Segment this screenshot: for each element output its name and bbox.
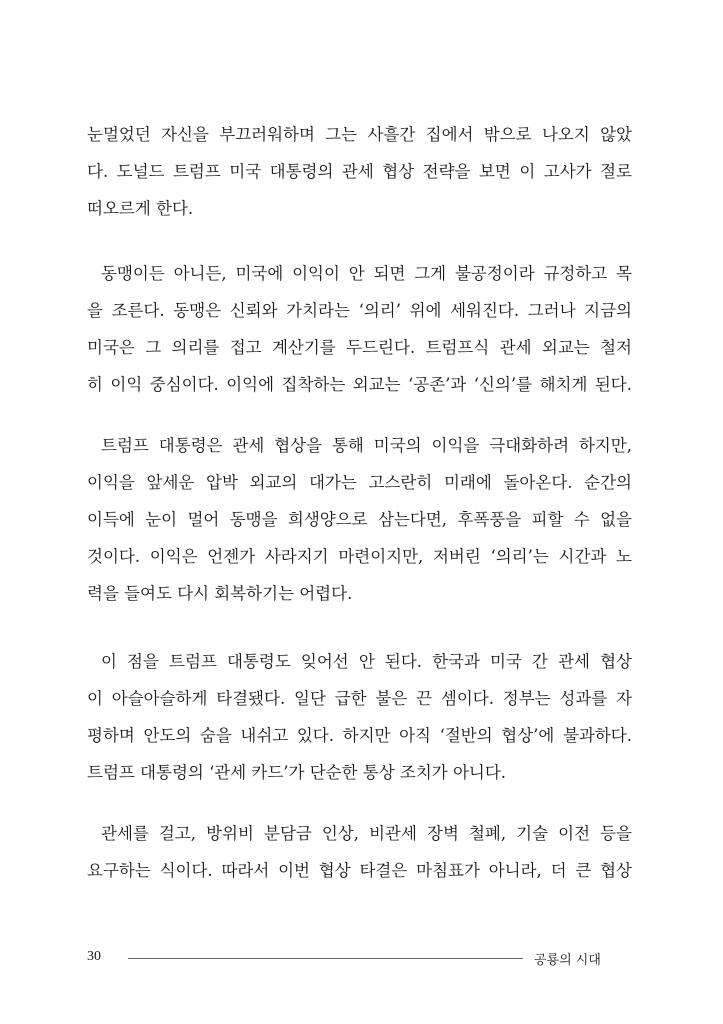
page-number: 30 (87, 949, 101, 964)
text-line: 이 아슬아슬하게 타결됐다. 일단 급한 불은 끈 셈이다. 정부는 성과를 자 (87, 689, 632, 708)
text-line: 트럼프 대통령의 ‘관세 카드’가 단순한 통상 조치가 아니다. (87, 763, 507, 782)
text-line: 력을 들여도 다시 회복하기는 어렵다. (87, 584, 353, 603)
text-line: 평하며 안도의 숨을 내쉬고 있다. 하지만 아직 ‘절반의 협상’에 불과하다. (87, 726, 632, 745)
text-line: 요구하는 식이다. 따라서 이번 협상 타결은 마침표가 아니라, 더 큰 협상 (87, 861, 632, 880)
text-line: 트럼프 대통령은 관세 협상을 통해 미국의 이익을 극대화하려 하지만, (101, 436, 632, 455)
text-line: 이 점을 트럼프 대통령도 잊어선 안 된다. 한국과 미국 간 관세 협상 (101, 652, 632, 671)
text-line: 미국은 그 의리를 접고 계산기를 두드린다. 트럼프식 관세 외교는 철저 (87, 338, 632, 357)
text-line: 히 이익 중심이다. 이익에 집착하는 외교는 ‘공존’과 ‘신의’를 해치게 된다. (87, 375, 632, 394)
text-line: 동맹이든 아니든, 미국에 이익이 안 되면 그게 불공정이라 규정하고 목 (101, 264, 632, 283)
text-line: 눈멀었던 자신을 부끄러워하며 그는 사흘간 집에서 밖으로 나오지 않았 (87, 125, 632, 144)
text-line: 이득에 눈이 멀어 동맹을 희생양으로 삼는다면, 후폭풍을 피할 수 없을 (87, 510, 632, 529)
footer-divider (128, 958, 523, 959)
text-line: 다. 도널드 트럼프 미국 대통령의 관세 협상 전략을 보면 이 고사가 절로 (87, 162, 632, 181)
text-line: 을 조른다. 동맹은 신뢰와 가치라는 ‘의리’ 위에 세워진다. 그러나 지금의 (87, 301, 632, 320)
text-line: 떠오르게 한다. (87, 199, 194, 218)
running-title: 공룡의 시대 (534, 953, 601, 968)
text-line: 관세를 걸고, 방위비 분담금 인상, 비관세 장벽 철폐, 기술 이전 등을 (101, 824, 632, 843)
text-line: 것이다. 이익은 언젠가 사라지기 마련이지만, 저버린 ‘의리’는 시간과 노 (87, 547, 632, 566)
text-line: 이익을 앞세운 압박 외교의 대가는 고스란히 미래에 돌아온다. 순간의 (87, 473, 632, 492)
